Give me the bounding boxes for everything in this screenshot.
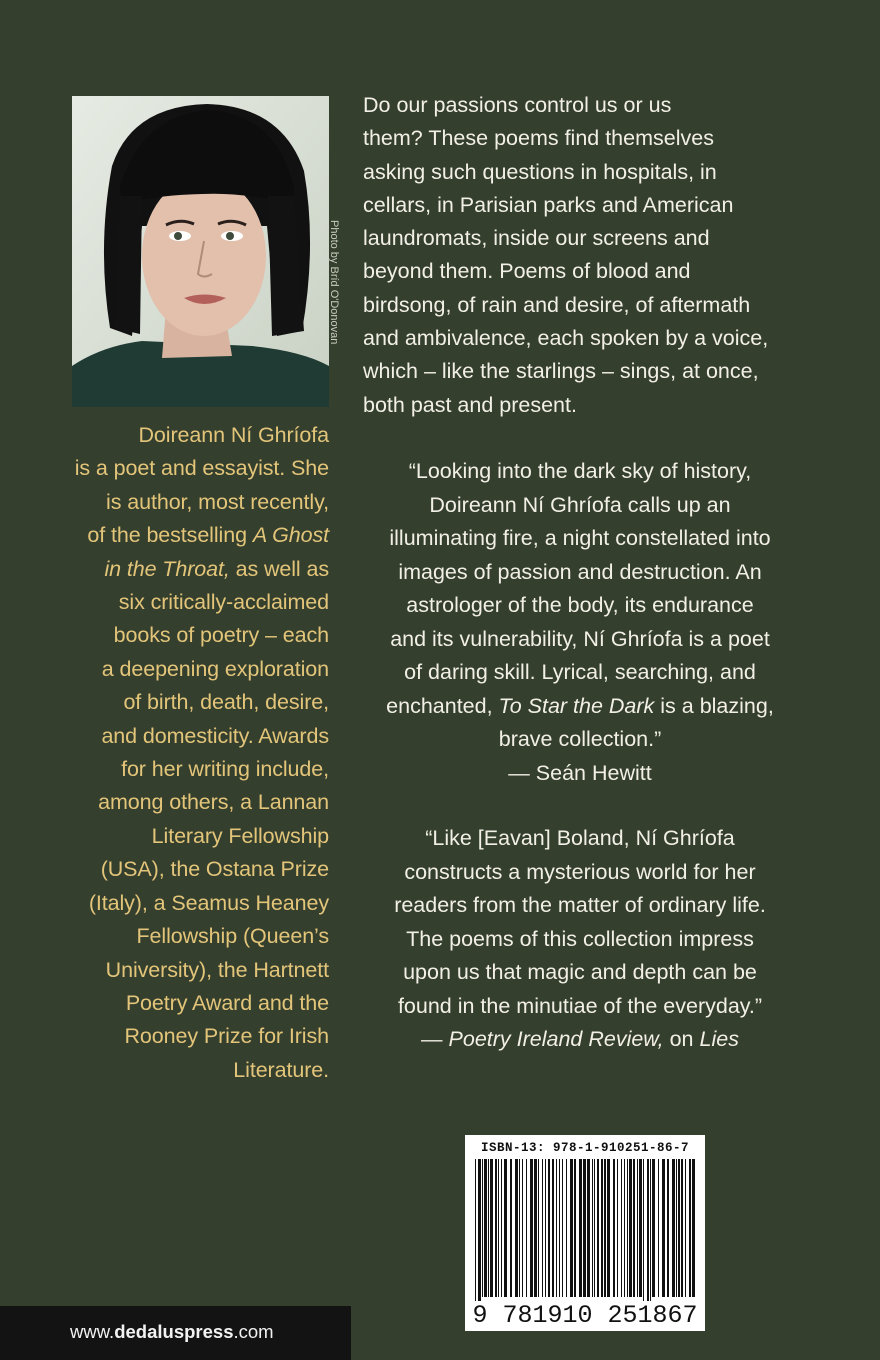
blurb-line: cellars, in Parisian parks and American — [363, 192, 734, 217]
barcode-bar — [617, 1159, 618, 1297]
bio-line: of the bestselling A Ghost — [87, 523, 329, 548]
quote-line: “Like [Eavan] Boland, Ní Ghríofa — [425, 826, 735, 850]
bio-line: is author, most recently, — [106, 489, 329, 514]
quote-attribution: — Seán Hewitt — [508, 760, 652, 785]
bio-line: of birth, death, desire, — [123, 690, 329, 715]
quote-line: “Looking into the dark sky of history, — [408, 459, 752, 483]
book-title: in the Throat, — [104, 556, 230, 581]
barcode-bar — [562, 1159, 563, 1297]
barcode-bar — [621, 1159, 622, 1297]
barcode-bar — [667, 1159, 669, 1297]
barcode-digits: 9 781910 251867 — [472, 1301, 698, 1330]
barcode-bar — [613, 1159, 615, 1297]
bio-line: Literary Fellowship — [151, 823, 329, 848]
barcode-bar — [633, 1159, 635, 1297]
barcode-bar — [530, 1159, 533, 1297]
review-quote-poetry-ireland — [350, 822, 810, 1057]
barcode-bar — [676, 1159, 677, 1297]
barcode-bar — [639, 1159, 642, 1297]
quote-line: astrologer of the body, its endurance — [406, 593, 754, 617]
barcode-bar — [559, 1159, 560, 1297]
bio-line: University), the Hartnett — [105, 957, 329, 982]
barcode-bar — [662, 1159, 665, 1297]
barcode-bar — [490, 1159, 493, 1297]
bio-line: (USA), the Ostana Prize — [100, 857, 329, 882]
bio-line: Poetry Award and the — [125, 990, 329, 1015]
barcode-bar — [519, 1159, 520, 1297]
bio-line: a deepening exploration — [101, 656, 329, 681]
blurb-line: both past and present. — [363, 392, 577, 417]
barcode-bar — [678, 1159, 680, 1297]
barcode-bars — [473, 1159, 697, 1309]
quote-line: The poems of this collection impress — [406, 926, 754, 951]
barcode-bar — [624, 1159, 625, 1297]
book-title: A Ghost — [252, 523, 329, 548]
bio-line: among others, a Lannan — [98, 790, 329, 815]
barcode-bar — [504, 1159, 507, 1297]
barcode-bar — [647, 1159, 649, 1309]
publisher-bar — [0, 1306, 351, 1360]
barcode-bar — [594, 1159, 595, 1297]
bio-line: is a poet and essayist. She — [74, 456, 329, 481]
blurb-line: Do our passions control us or us — [363, 93, 672, 117]
quote-line: and its vulnerability, Ní Ghríofa is a poet — [390, 626, 770, 651]
barcode-bar — [570, 1159, 573, 1297]
photo-credit: Photo by Bríd O'Donovan — [328, 220, 340, 345]
author-bio — [29, 419, 329, 1087]
barcode-bar — [597, 1159, 599, 1297]
barcode-bar — [475, 1159, 476, 1309]
barcode-bar — [488, 1159, 489, 1297]
blurb-line: laundromats, inside our screens and — [363, 226, 710, 251]
quote-line: found in the minutiae of the everyday.” — [397, 993, 763, 1018]
barcode-bar — [650, 1159, 651, 1309]
barcode-bar — [587, 1159, 590, 1297]
barcode-bar — [522, 1159, 523, 1297]
bio-line: six critically-acclaimed — [118, 590, 329, 615]
review-quote-hewitt — [350, 455, 810, 790]
barcode-bar — [556, 1159, 557, 1297]
barcode-bar — [637, 1159, 638, 1297]
bio-line: Rooney Prize for Irish — [124, 1024, 329, 1049]
quote-line: brave collection.” — [498, 727, 662, 751]
book-title: To Star the Dark — [498, 693, 655, 718]
quote-line: illuminating fire, a night constellated into — [389, 526, 771, 550]
barcode-bar — [592, 1159, 593, 1297]
barcode-bar — [681, 1159, 683, 1297]
barcode-bar — [482, 1159, 483, 1297]
barcode-bar — [574, 1159, 576, 1297]
bio-line: Doireann Ní Ghríofa — [138, 423, 329, 447]
bio-line: for her writing include, — [121, 757, 329, 782]
barcode-bar — [601, 1159, 603, 1297]
blurb-line: asking such questions in hospitals, in — [363, 159, 717, 184]
barcode-bar — [552, 1159, 554, 1297]
barcode-bar — [484, 1159, 487, 1297]
isbn-label: ISBN-13: 978-1-910251-86-7 — [480, 1141, 690, 1155]
barcode-bar — [658, 1159, 659, 1297]
bio-line: (Italy), a Seamus Heaney — [88, 890, 329, 915]
bio-line: Fellowship (Queen’s — [136, 924, 329, 949]
barcode-bar — [692, 1159, 695, 1297]
quote-line: Doireann Ní Ghríofa calls up an — [429, 492, 731, 517]
barcode-bar — [510, 1159, 512, 1297]
bio-line: in the Throat, as well as — [104, 556, 329, 581]
quote-attribution: — Poetry Ireland Review, on Lies — [421, 1027, 739, 1051]
bio-line: books of poetry – each — [113, 623, 329, 648]
barcode-bar — [501, 1159, 502, 1297]
barcode-bar — [643, 1159, 644, 1309]
author-photo — [72, 96, 329, 407]
bio-line: and domesticity. Awards — [101, 723, 329, 748]
barcode-bar — [495, 1159, 497, 1297]
barcode-bar — [583, 1159, 586, 1297]
isbn-barcode — [465, 1135, 705, 1331]
blurb-line: them? These poems find themselves — [363, 126, 714, 151]
barcode-bar — [498, 1159, 499, 1297]
quote-line: enchanted, To Star the Dark is a blazing, — [386, 693, 774, 718]
blurb-line: birdsong, of rain and desire, of aftermath — [363, 292, 751, 317]
barcode-bar — [545, 1159, 546, 1297]
barcode-bar — [515, 1159, 518, 1297]
blurb-line: beyond them. Poems of blood and — [363, 259, 691, 284]
barcode-bar — [579, 1159, 582, 1297]
barcode-bar — [566, 1159, 567, 1297]
barcode-bar — [672, 1159, 675, 1297]
barcode-bar — [478, 1159, 481, 1309]
publisher-url[interactable]: www.dedaluspress.com — [70, 1321, 274, 1342]
barcode-bar — [604, 1159, 606, 1297]
book-blurb — [363, 89, 833, 422]
barcode-bar — [534, 1159, 537, 1297]
barcode-bar — [629, 1159, 632, 1297]
barcode-bar — [526, 1159, 527, 1297]
barcode-bar — [652, 1159, 655, 1297]
barcode-bar — [548, 1159, 550, 1297]
blurb-line: which – like the starlings – sings, at once, — [363, 359, 759, 384]
quote-line: images of passion and destruction. An — [398, 559, 762, 584]
barcode-bar — [538, 1159, 539, 1297]
quote-line: of daring skill. Lyrical, searching, and — [404, 660, 756, 684]
blurb-line: and ambivalence, each spoken by a voice, — [363, 326, 769, 351]
quote-line: readers from the matter of ordinary life. — [394, 893, 766, 917]
quote-line: constructs a mysterious world for her — [404, 859, 756, 884]
bio-line: Literature. — [233, 1057, 329, 1082]
author-portrait-image — [72, 96, 329, 407]
barcode-bar — [685, 1159, 686, 1297]
quote-line: upon us that magic and depth can be — [403, 960, 757, 984]
barcode-bar — [689, 1159, 691, 1297]
barcode-bar — [607, 1159, 610, 1297]
barcode-bar — [627, 1159, 628, 1297]
barcode-bar — [542, 1159, 543, 1297]
